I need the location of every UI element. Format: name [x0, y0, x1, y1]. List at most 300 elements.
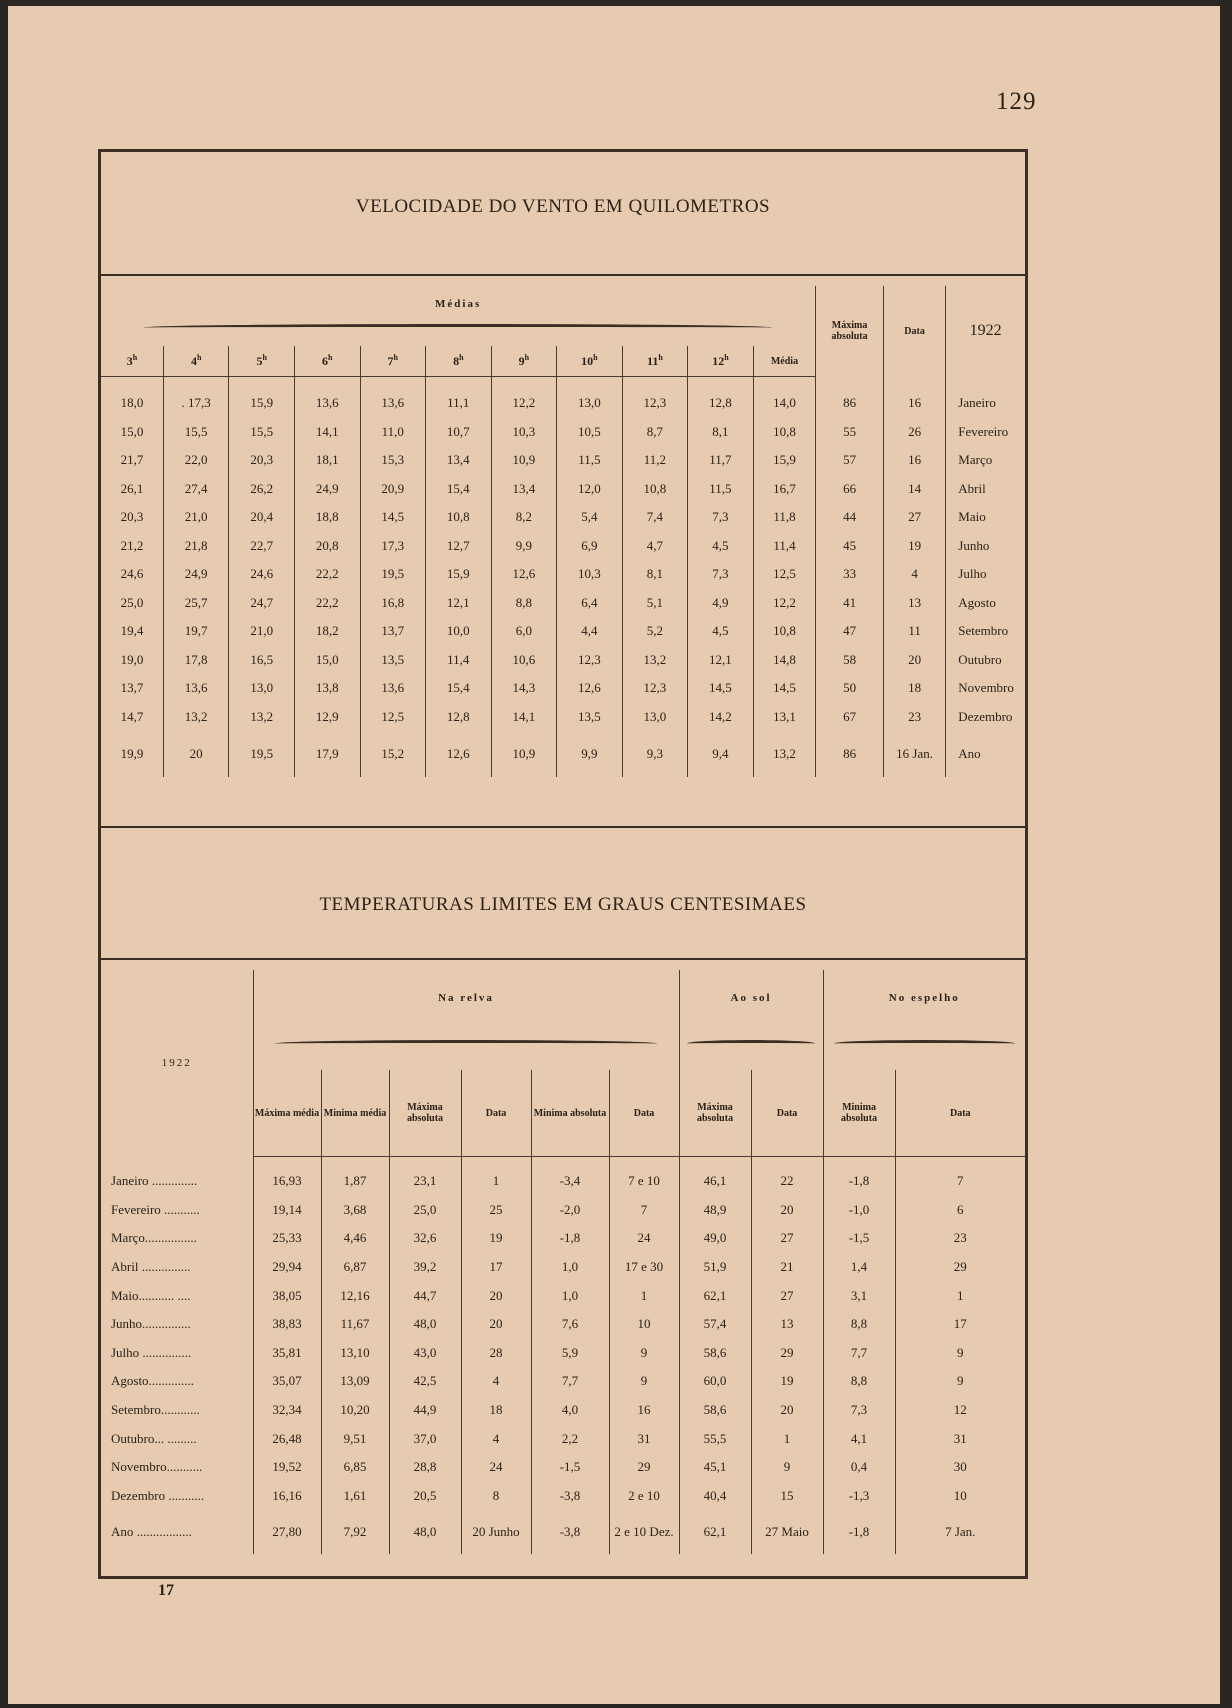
table-row	[101, 560, 1025, 589]
hour-suffix: h	[262, 353, 267, 362]
hour-value: 12	[712, 354, 725, 368]
wind-cell: 20	[163, 731, 229, 777]
temperature-cell: 17 e 30	[609, 1253, 679, 1282]
wind-cell: 12,3	[622, 674, 688, 703]
temperature-cell: 19,14	[253, 1196, 321, 1225]
wind-cell: 15,9	[753, 446, 816, 475]
wind-cell: 4,5	[688, 532, 754, 561]
wind-cell: 12,8	[426, 703, 492, 732]
temperature-cell: 37,0	[389, 1424, 461, 1453]
wind-cell: 26,1	[120, 480, 144, 496]
spacer-cell	[461, 1157, 531, 1168]
table-row	[101, 446, 1025, 475]
table-row	[101, 532, 1025, 561]
wind-cell: 17,9	[294, 731, 360, 777]
temperature-cell: 28	[461, 1339, 531, 1368]
temperature-cell: 7,6	[531, 1310, 609, 1339]
temperature-cell: 7,7	[823, 1339, 895, 1368]
temperature-cell: 31	[895, 1424, 1025, 1453]
hour-suffix: h	[459, 353, 464, 362]
wind-cell: 10,9	[491, 731, 557, 777]
temperature-cell: 20 Junho	[461, 1510, 531, 1554]
hour-header	[557, 346, 623, 377]
temperature-cell: 38,05	[253, 1281, 321, 1310]
wind-cell: 21,8	[163, 532, 229, 561]
hour-header	[229, 346, 295, 377]
wind-cell: 14,8	[753, 646, 816, 675]
table-row	[101, 1224, 1025, 1253]
wind-cell: 21,0	[163, 503, 229, 532]
month-label: Março................	[111, 1230, 197, 1246]
wind-cell: 16 Jan.	[883, 731, 945, 777]
table-row	[101, 617, 1025, 646]
temperature-cell: 4	[461, 1367, 531, 1396]
month-label: Outubro... .........	[111, 1430, 197, 1446]
wind-cell: 41	[816, 589, 884, 618]
month-label: Outubro	[946, 646, 1025, 675]
temperature-cell: 21	[751, 1253, 823, 1282]
spacer-cell	[426, 377, 492, 390]
temperature-cell: 8	[461, 1482, 531, 1511]
wind-cell: 25,7	[163, 589, 229, 618]
temperature-cell: 16	[609, 1396, 679, 1425]
temperature-cell: 25	[461, 1196, 531, 1225]
spacer-cell	[557, 377, 623, 390]
month-label: Ano	[946, 731, 1025, 777]
temperature-cell: 25,33	[253, 1224, 321, 1253]
year-header: 1922	[946, 286, 1025, 377]
temperature-cell: 8,8	[823, 1367, 895, 1396]
wind-table-title: VELOCIDADE DO VENTO EM QUILOMETROS	[355, 196, 771, 217]
wind-cell: 9,4	[688, 731, 754, 777]
temperature-cell: 27,80	[253, 1510, 321, 1554]
month-label: Agosto	[946, 589, 1025, 618]
wind-cell: 47	[816, 617, 884, 646]
temperature-cell: 6,85	[321, 1453, 389, 1482]
wind-cell: 10,8	[753, 418, 816, 447]
column-header: Máxima absoluta	[389, 1070, 461, 1157]
wind-cell: 13,4	[426, 446, 492, 475]
temperature-cell: 16,93	[253, 1167, 321, 1196]
temperature-cell: 27	[751, 1281, 823, 1310]
temperature-cell: 51,9	[679, 1253, 751, 1282]
temperature-cell: 6,87	[321, 1253, 389, 1282]
wind-cell: 22,7	[229, 532, 295, 561]
wind-cell: 12,1	[426, 589, 492, 618]
wind-cell: 12,0	[557, 475, 623, 504]
wind-cell: 13,2	[622, 646, 688, 675]
wind-cell: 16,7	[753, 475, 816, 504]
wind-cell: 12,3	[557, 646, 623, 675]
temperature-cell: 39,2	[389, 1253, 461, 1282]
wind-cell: 12,8	[688, 389, 754, 418]
wind-cell: 12,7	[426, 532, 492, 561]
wind-cell: 20,3	[120, 509, 144, 525]
wind-cell: 45	[816, 532, 884, 561]
column-header: Data	[751, 1070, 823, 1157]
wind-cell: 10,9	[491, 446, 557, 475]
spacer-cell	[895, 1157, 1025, 1168]
spacer-cell	[816, 377, 884, 390]
wind-cell: 19,4	[120, 623, 144, 639]
wind-cell: 19,0	[120, 651, 144, 667]
temperature-cell: -3,8	[531, 1482, 609, 1511]
temperature-year-header: 1922	[161, 1056, 192, 1069]
wind-cell: 19,9	[120, 746, 144, 761]
wind-cell: 4,9	[688, 589, 754, 618]
hour-suffix: h	[393, 353, 398, 362]
temperature-cell: 20	[751, 1196, 823, 1225]
column-header: Minima média	[321, 1070, 389, 1157]
wind-cell: 55	[816, 418, 884, 447]
hour-header	[491, 346, 557, 377]
hour-suffix: h	[132, 353, 138, 362]
month-label: Setembro	[946, 617, 1025, 646]
spacer-cell	[101, 377, 163, 390]
temperature-cell: 43,0	[389, 1339, 461, 1368]
temperature-cell: 20	[461, 1281, 531, 1310]
wind-cell: 66	[816, 475, 884, 504]
wind-cell: 13,8	[294, 674, 360, 703]
spacer-cell	[751, 1157, 823, 1168]
hour-header	[426, 346, 492, 377]
hour-value: 7	[387, 354, 394, 368]
wind-cell: 8,1	[622, 560, 688, 589]
spacer-cell	[491, 377, 557, 390]
wind-cell: 24,9	[294, 475, 360, 504]
temperature-cell: 40,4	[679, 1482, 751, 1511]
wind-cell: 19	[883, 532, 945, 561]
temperature-cell: 13,10	[321, 1339, 389, 1368]
temperature-cell: 60,0	[679, 1367, 751, 1396]
temperature-cell: 20	[461, 1310, 531, 1339]
wind-cell: 10,3	[491, 418, 557, 447]
wind-cell: 4,7	[622, 532, 688, 561]
wind-cell: 15,3	[360, 446, 426, 475]
temperature-cell: 10	[895, 1482, 1025, 1511]
temperature-cell: 13,09	[321, 1367, 389, 1396]
wind-cell: 15,5	[229, 418, 295, 447]
wind-cell: 22,2	[294, 589, 360, 618]
wind-cell: 7,3	[688, 560, 754, 589]
temperature-cell: 19,52	[253, 1453, 321, 1482]
wind-cell: 7,3	[688, 503, 754, 532]
temperature-cell: 19	[751, 1367, 823, 1396]
temperature-cell: 32,6	[389, 1224, 461, 1253]
wind-cell: 6,4	[557, 589, 623, 618]
wind-cell: 14	[883, 475, 945, 504]
wind-cell: 18,2	[294, 617, 360, 646]
wind-cell: 13,2	[163, 703, 229, 732]
table-row	[101, 703, 1025, 732]
wind-title-divider	[101, 274, 1025, 276]
wind-cell: 10,8	[753, 617, 816, 646]
wind-cell: 24,6	[229, 560, 295, 589]
temperature-cell: 35,81	[253, 1339, 321, 1368]
wind-cell: 22,0	[163, 446, 229, 475]
temperature-cell: 1,87	[321, 1167, 389, 1196]
spacer-cell	[679, 1157, 751, 1168]
max-absolute-header: Máxima absoluta	[816, 286, 884, 377]
wind-cell: 24,9	[163, 560, 229, 589]
temperature-cell: 19	[461, 1224, 531, 1253]
wind-cell: 8,2	[491, 503, 557, 532]
wind-cell: 13,6	[294, 389, 360, 418]
spacer-cell	[946, 377, 1025, 390]
temperature-cell: 58,6	[679, 1339, 751, 1368]
month-label: Ano .................	[111, 1524, 192, 1540]
wind-cell: 13,0	[622, 703, 688, 732]
spacer-row	[101, 1157, 1025, 1168]
temperature-cell: 9	[609, 1367, 679, 1396]
wind-cell: 18,1	[294, 446, 360, 475]
temperature-cell: -1,5	[531, 1453, 609, 1482]
temperature-cell: 3,68	[321, 1196, 389, 1225]
temperature-cell: 48,0	[389, 1310, 461, 1339]
wind-cell: 20,9	[360, 475, 426, 504]
temperature-cell: 1,0	[531, 1253, 609, 1282]
temperature-cell: 62,1	[679, 1281, 751, 1310]
hour-suffix: h	[593, 353, 598, 362]
wind-cell: 18,8	[294, 503, 360, 532]
temperature-cell: 7	[609, 1196, 679, 1225]
hour-header	[688, 346, 754, 377]
wind-cell: 15,9	[229, 389, 295, 418]
column-header: Máxima média	[253, 1070, 321, 1157]
wind-cell: 16,8	[360, 589, 426, 618]
month-label: Julho ...............	[111, 1344, 192, 1360]
spacer-cell	[163, 377, 229, 390]
temperature-cell: 29,94	[253, 1253, 321, 1282]
month-label: Novembro	[946, 674, 1025, 703]
wind-cell: 14,0	[753, 389, 816, 418]
temperature-cell: 9	[895, 1339, 1025, 1368]
month-label: Fevereiro ...........	[111, 1201, 200, 1217]
wind-cell: 12,5	[360, 703, 426, 732]
temperature-title-divider	[101, 958, 1025, 960]
temperature-cell: 23	[895, 1224, 1025, 1253]
month-label: Dezembro ...........	[111, 1487, 205, 1503]
temperature-cell: 1	[461, 1167, 531, 1196]
month-label: Abril	[946, 475, 1025, 504]
wind-cell: 6,9	[557, 532, 623, 561]
wind-cell: 14,2	[688, 703, 754, 732]
temperature-cell: 9	[895, 1367, 1025, 1396]
year-total-row	[101, 731, 1025, 777]
wind-cell: 33	[816, 560, 884, 589]
table-row	[101, 1482, 1025, 1511]
table-row	[101, 1424, 1025, 1453]
tables-frame	[98, 149, 1028, 1579]
wind-cell: 86	[816, 731, 884, 777]
wind-cell: 12,5	[753, 560, 816, 589]
hour-suffix: h	[196, 353, 202, 362]
spacer-cell	[823, 1157, 895, 1168]
wind-cell: 15,2	[360, 731, 426, 777]
spacer-cell	[389, 1157, 461, 1168]
hour-header	[360, 346, 426, 377]
hour-suffix: h	[328, 353, 333, 362]
wind-cell: 13,6	[360, 389, 426, 418]
wind-cell: 86	[816, 389, 884, 418]
wind-cell: 19,7	[163, 617, 229, 646]
spacer-cell	[622, 377, 688, 390]
wind-cell: 15,4	[426, 475, 492, 504]
medias-group-header: Médias	[101, 286, 816, 346]
wind-cell: 20	[883, 646, 945, 675]
month-label: Janeiro	[946, 389, 1025, 418]
temperature-cell: 29	[895, 1253, 1025, 1282]
temperature-cell: 17	[461, 1253, 531, 1282]
temperature-table-title: TEMPERATURAS LIMITES EM GRAUS CENTESIMAES	[319, 894, 807, 915]
wind-cell: 11,5	[557, 446, 623, 475]
wind-cell: 15,4	[426, 674, 492, 703]
temperature-cell: 45,1	[679, 1453, 751, 1482]
wind-cell: 11,5	[688, 475, 754, 504]
hour-value: 8	[453, 354, 460, 368]
temperature-limits-table	[101, 970, 1025, 1554]
wind-cell: 21,2	[120, 537, 144, 553]
wind-cell: 16	[883, 389, 945, 418]
wind-cell: 19,5	[229, 731, 295, 777]
wind-cell: 10,6	[491, 646, 557, 675]
temperature-cell: 4,1	[823, 1424, 895, 1453]
temperature-cell: 58,6	[679, 1396, 751, 1425]
temperature-cell: 7 Jan.	[895, 1510, 1025, 1554]
wind-cell: 12,6	[491, 560, 557, 589]
wind-cell: . 17,3	[163, 389, 229, 418]
wind-cell: 13,2	[229, 703, 295, 732]
wind-cell: 15,9	[426, 560, 492, 589]
hour-suffix: h	[524, 353, 530, 362]
page-number: 129	[996, 88, 1037, 115]
spacer-cell	[253, 1157, 321, 1168]
wind-cell: 10,8	[426, 503, 492, 532]
temperature-cell: -3,8	[531, 1510, 609, 1554]
wind-cell: 10,0	[426, 617, 492, 646]
wind-speed-table	[101, 286, 1025, 777]
wind-cell: 10,8	[622, 475, 688, 504]
month-label: Novembro...........	[111, 1459, 203, 1475]
wind-cell: 13,4	[491, 475, 557, 504]
wind-cell: 17,3	[360, 532, 426, 561]
media-header: Média	[753, 346, 816, 377]
wind-cell: 14,5	[753, 674, 816, 703]
temperature-cell: 26,48	[253, 1424, 321, 1453]
table-row	[101, 646, 1025, 675]
column-header: Data	[461, 1070, 531, 1157]
wind-cell: 4,4	[557, 617, 623, 646]
table-row	[101, 1396, 1025, 1425]
wind-cell: 14,5	[688, 674, 754, 703]
table-row	[101, 1196, 1025, 1225]
wind-cell: 11,0	[360, 418, 426, 447]
temperature-cell: 48,0	[389, 1510, 461, 1554]
wind-cell: 5,1	[622, 589, 688, 618]
wind-cell: 22,2	[294, 560, 360, 589]
spacer-cell	[294, 377, 360, 390]
wind-cell: 5,2	[622, 617, 688, 646]
wind-cell: 16,5	[229, 646, 295, 675]
wind-cell: 14,5	[360, 503, 426, 532]
group-header-ao-sol: Ao sol	[679, 970, 823, 1070]
wind-cell: 11,8	[753, 503, 816, 532]
temperature-cell: 28,8	[389, 1453, 461, 1482]
temperature-cell: 13	[751, 1310, 823, 1339]
table-row	[101, 589, 1025, 618]
temperature-cell: 29	[609, 1453, 679, 1482]
hour-header	[163, 346, 229, 377]
temperature-cell: 0,4	[823, 1453, 895, 1482]
temperature-cell: 25,0	[389, 1196, 461, 1225]
wind-cell: 9,9	[557, 731, 623, 777]
temperature-cell: -2,0	[531, 1196, 609, 1225]
spacer-cell	[688, 377, 754, 390]
wind-cell: 13	[883, 589, 945, 618]
wind-cell: 20,4	[229, 503, 295, 532]
temperature-cell: 4,46	[321, 1224, 389, 1253]
temperature-cell: 18	[461, 1396, 531, 1425]
column-header: Data	[895, 1070, 1025, 1157]
temperature-cell: 9	[751, 1453, 823, 1482]
month-label: Setembro............	[111, 1402, 200, 1418]
wind-cell: 14,3	[491, 674, 557, 703]
temperature-cell: 24	[609, 1224, 679, 1253]
wind-cell: 13,7	[360, 617, 426, 646]
wind-cell: 19,5	[360, 560, 426, 589]
hour-value: 10	[581, 354, 594, 368]
table-row	[101, 1253, 1025, 1282]
temperature-cell: 42,5	[389, 1367, 461, 1396]
wind-cell: 11	[883, 617, 945, 646]
wind-cell: 24,7	[229, 589, 295, 618]
temperature-cell: 1,0	[531, 1281, 609, 1310]
temperature-cell: 7,92	[321, 1510, 389, 1554]
wind-cell: 27,4	[163, 475, 229, 504]
table-row	[101, 1167, 1025, 1196]
hour-value: 6	[322, 354, 328, 368]
temperature-cell: -1,8	[823, 1167, 895, 1196]
temperature-cell: -1,5	[823, 1224, 895, 1253]
temperature-cell: 23,1	[389, 1167, 461, 1196]
hour-suffix: h	[658, 353, 663, 362]
temperature-cell: -1,0	[823, 1196, 895, 1225]
wind-cell: 11,4	[426, 646, 492, 675]
wind-cell: 8,8	[491, 589, 557, 618]
wind-cell: 13,1	[753, 703, 816, 732]
wind-cell: 50	[816, 674, 884, 703]
wind-cell: 9,9	[491, 532, 557, 561]
spacer-cell	[101, 1157, 253, 1168]
spacer-cell	[883, 377, 945, 390]
wind-cell: 12,1	[688, 646, 754, 675]
month-label: Maio	[946, 503, 1025, 532]
wind-cell: 10,5	[557, 418, 623, 447]
wind-cell: 18	[883, 674, 945, 703]
temperature-cell: 1	[895, 1281, 1025, 1310]
month-label: Julho	[946, 560, 1025, 589]
temperature-cell: 38,83	[253, 1310, 321, 1339]
wind-cell: 11,1	[426, 389, 492, 418]
temperature-cell: 57,4	[679, 1310, 751, 1339]
temperature-cell: 3,1	[823, 1281, 895, 1310]
temperature-cell: 12	[895, 1396, 1025, 1425]
wind-cell: 11,4	[753, 532, 816, 561]
spacer-cell	[531, 1157, 609, 1168]
temperature-cell: 7 e 10	[609, 1167, 679, 1196]
wind-cell: 7,4	[622, 503, 688, 532]
wind-cell: 20,8	[294, 532, 360, 561]
